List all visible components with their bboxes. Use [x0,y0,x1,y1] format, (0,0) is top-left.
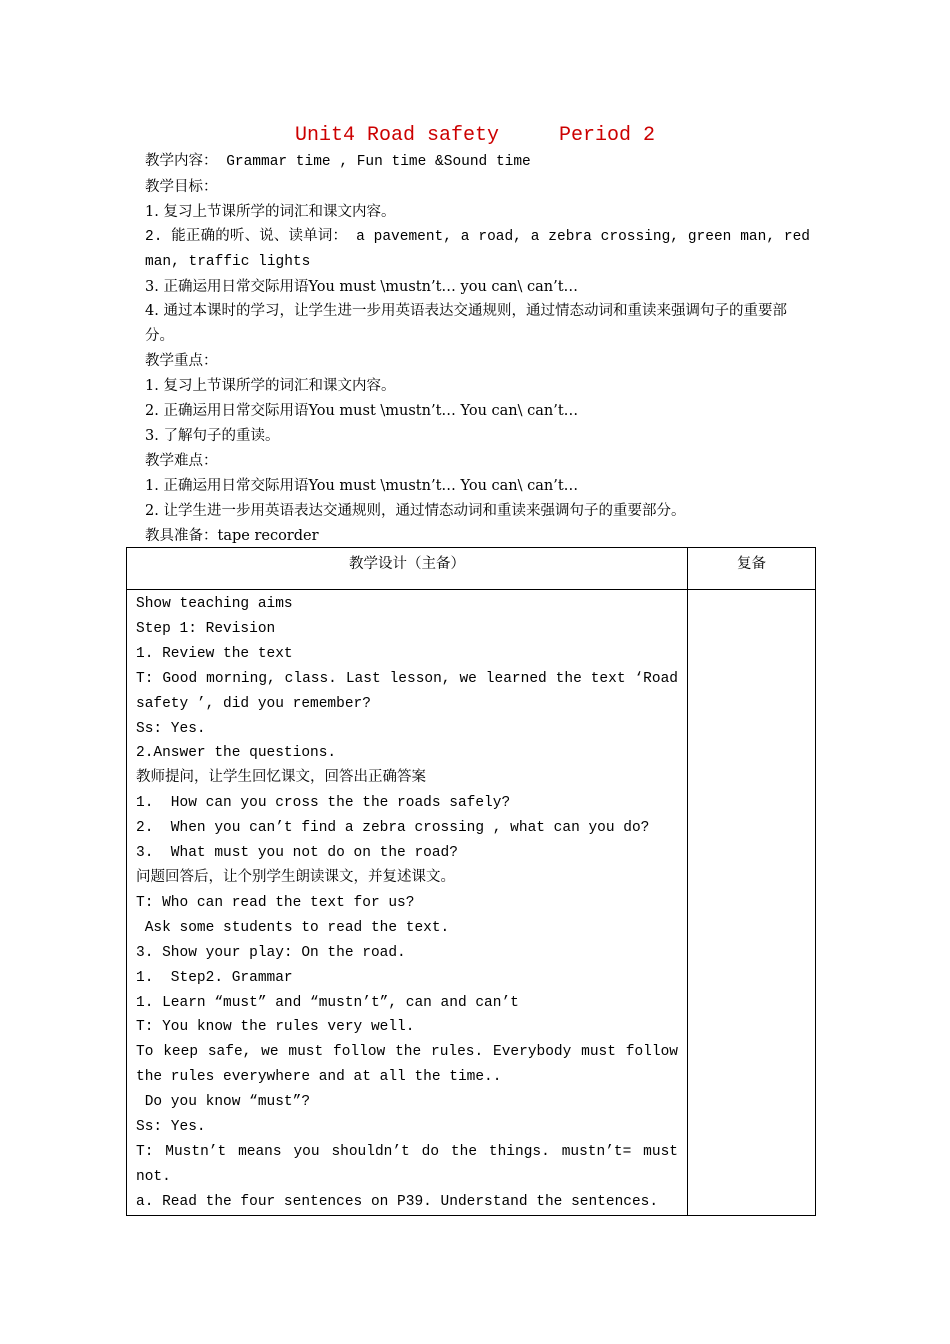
design-content [127,590,687,1215]
intro-objective-1: 1. 复习上节课所学的词汇和课文内容。 [145,203,396,220]
content-line: 2.Answer the questions. [136,745,337,762]
intro-objectives-heading: 教学目标： [145,178,218,195]
intro-key-point-2: 2. 正确运用日常交际用语You must \mustn’t… You can\ can’t… [145,403,579,420]
content-line: Ask some students to read the text. [136,919,450,936]
content-line: Ss: Yes. [136,1119,206,1136]
intro-key-points-heading: 教学重点： [145,353,218,370]
content-line: 3. Show your play: On the road. [136,944,406,961]
content-line: T: Mustn’t means you shouldn’t do the things. mustn’t= must not. [136,1143,687,1185]
intro-difficulties-heading: 教学难点： [145,452,218,469]
review-notes-cell [688,590,816,1216]
intro-objective-4: 4. 通过本课时的学习，让学生进一步用英语表达交通规则，通过情态动词和重读来强调句子的重要部分。 [145,303,787,345]
table-body-row [127,590,816,1216]
design-content-cell [127,590,688,1216]
intro-teaching-aids: 教具准备：tape recorder [145,527,319,544]
content-line: 问题回答后，让个别学生朗读课文，并复述课文。 [136,869,455,886]
intro-difficulty-2: 2. 让学生进一步用英语表达交通规则，通过情态动词和重读来强调句子的重要部分。 [145,502,686,519]
lesson-design-table [126,547,816,1216]
content-line: 1. Review the text [136,645,293,662]
intro-objective-3: 3. 正确运用日常交际用语You must \mustn’t… you can\ can’t… [145,278,579,295]
content-line: T: You know the rules very well. [136,1019,415,1036]
content-line: T: Who can read the text for us? [136,894,415,911]
header-main-design: 教学设计（主备） [127,548,688,590]
document-title: Unit4 Road safety Period 2 [294,124,656,147]
content-line: 1. Learn “must” and “mustn’t”, can and can’t [136,994,519,1011]
content-line: 1. How can you cross the the roads safely? [136,795,511,812]
content-line: Do you know “must”? [136,1094,311,1111]
content-line: Ss: Yes. [136,720,206,737]
lesson-intro [145,150,819,549]
content-line: 教师提问，让学生回忆课文，回答出正确答案 [136,770,426,787]
table-header-row [127,548,816,590]
intro-key-point-1: 1. 复习上节课所学的词汇和课文内容。 [145,378,396,395]
intro-difficulty-1: 1. 正确运用日常交际用语You must \mustn’t… You can\ can’t… [145,477,579,494]
intro-key-point-3: 3. 了解句子的重读。 [145,427,280,444]
intro-content-line: 教学内容： Grammar time , Fun time &Sound time [145,154,531,170]
content-line: To keep safe, we must follow the rules. Everybody must follow the rules everywhere and at all the time.. [136,1044,687,1086]
intro-objective-2: 2. 能正确的听、说、读单词： a pavement, a road, a zebra crossing, green man, red man, traffic lights [145,228,819,270]
content-line: T: Good morning, class. Last lesson, we learned the text ‘Road safety ’, did you remember? [136,670,687,712]
content-line: Show teaching aims [136,596,293,612]
content-line: 3. What must you not do on the road? [136,845,458,862]
content-line: 2. When you can’t find a zebra crossing , what can you do? [136,820,650,837]
header-review: 复备 [688,548,816,590]
content-line: Step 1: Revision [136,620,276,637]
content-line: 1. Step2. Grammar [136,969,293,986]
content-line: a. Read the four sentences on P39. Understand the sentences. [136,1193,659,1210]
